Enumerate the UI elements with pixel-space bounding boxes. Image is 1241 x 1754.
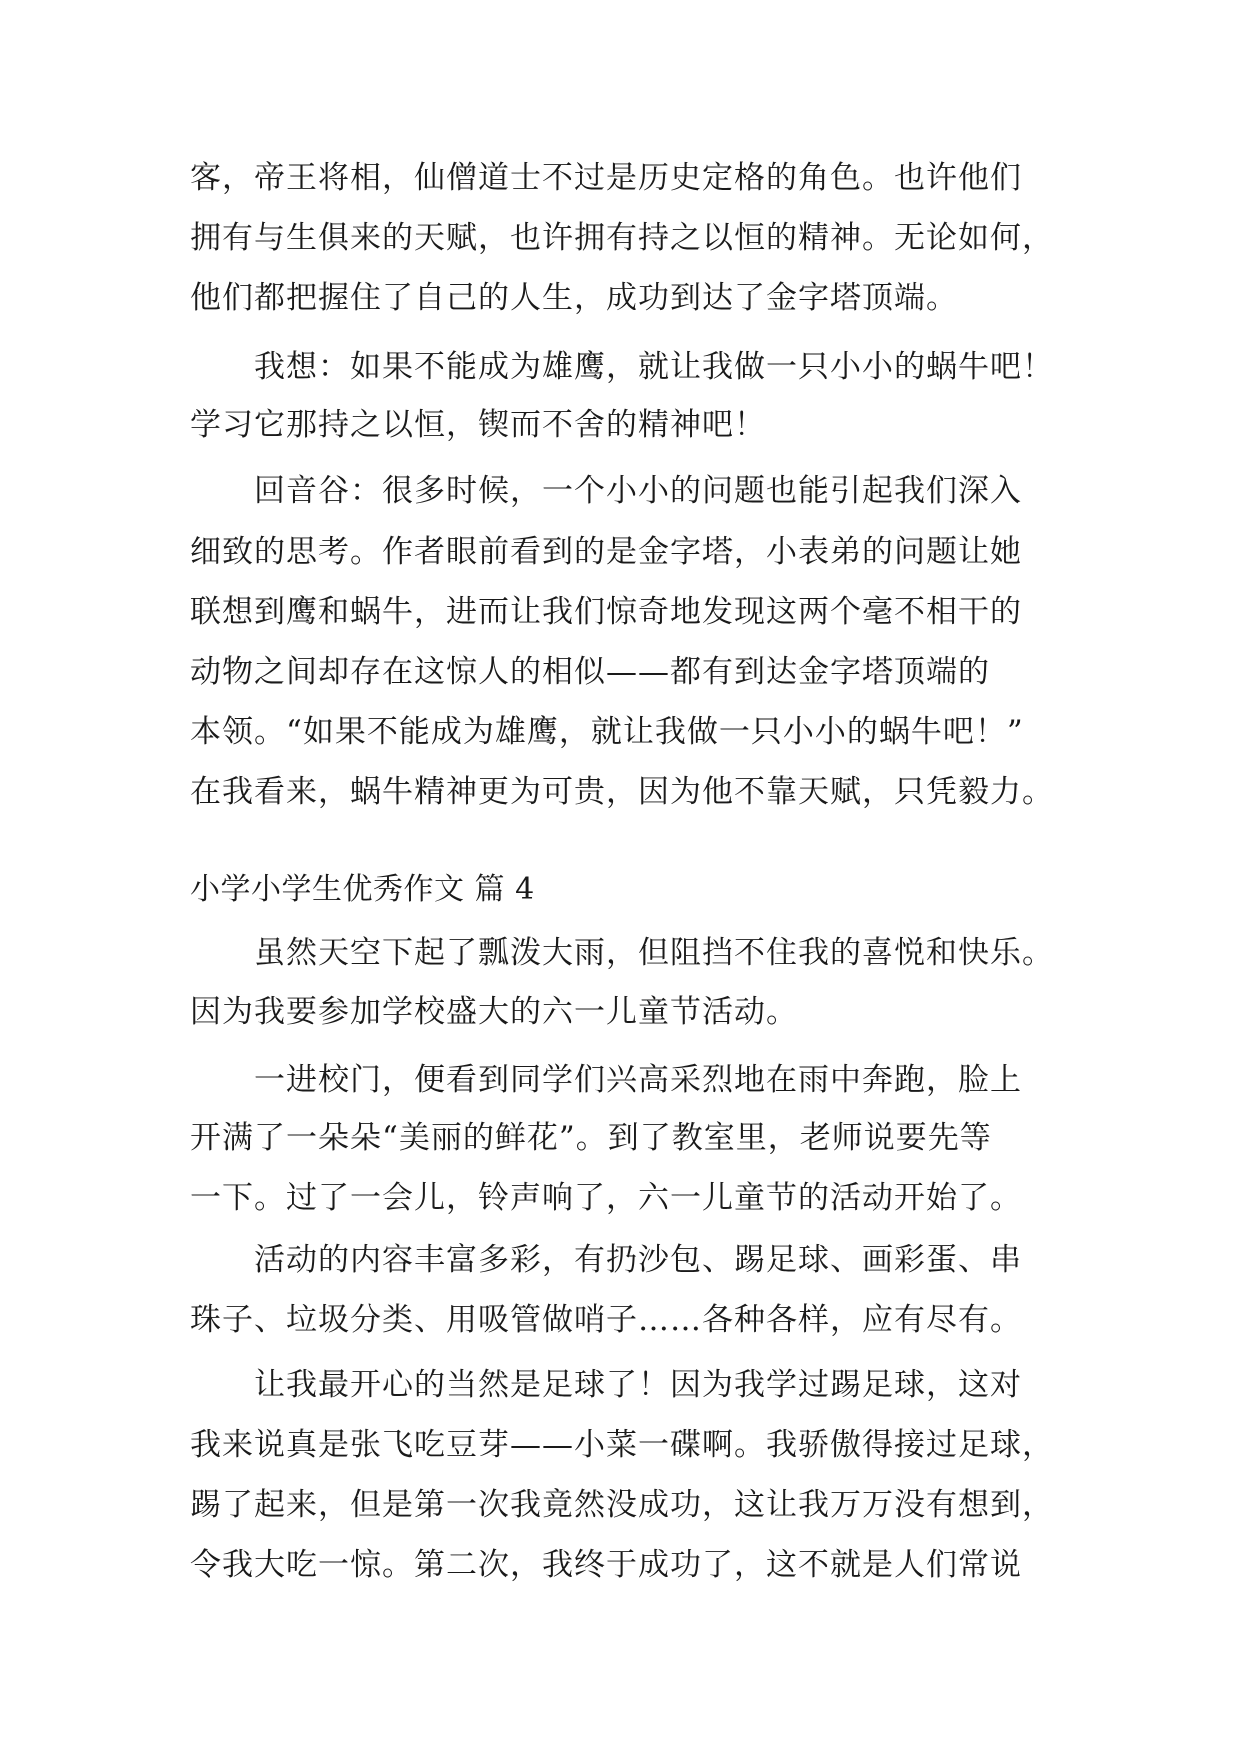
paragraph-line: 他们都把握住了自己的人生，成功到达了金字塔顶端。 xyxy=(190,280,958,316)
paragraph-line: 回音谷：很多时候，一个小小的问题也能引起我们深入 xyxy=(254,473,1022,509)
paragraph-line: 拥有与生俱来的天赋，也许拥有持之以恒的精神。无论如何， xyxy=(190,220,1054,256)
paragraph-line: 我来说真是张飞吃豆芽——小菜一碟啊。我骄傲得接过足球， xyxy=(190,1427,1054,1463)
paragraph-line: 联想到鹰和蜗牛，进而让我们惊奇地发现这两个毫不相干的 xyxy=(190,594,1022,630)
paragraph-line: 动物之间却存在这惊人的相似——都有到达金字塔顶端的 xyxy=(190,654,990,690)
paragraph-line: 在我看来，蜗牛精神更为可贵，因为他不靠天赋，只凭毅力。 xyxy=(190,774,1054,810)
paragraph-line: 我想：如果不能成为雄鹰，就让我做一只小小的蜗牛吧！ xyxy=(254,349,1054,385)
paragraph-line: 令我大吃一惊。第二次，我终于成功了，这不就是人们常说 xyxy=(190,1547,1022,1583)
paragraph-line: 让我最开心的当然是足球了！因为我学过踢足球，这对 xyxy=(254,1367,1022,1403)
section-heading: 小学小学生优秀作文 篇 4 xyxy=(190,872,535,907)
paragraph-line: 本领。“如果不能成为雄鹰，就让我做一只小小的蜗牛吧！” xyxy=(190,714,1024,750)
paragraph-line: 细致的思考。作者眼前看到的是金字塔，小表弟的问题让她 xyxy=(190,534,1022,570)
paragraph-line: 虽然天空下起了瓢泼大雨，但阻挡不住我的喜悦和快乐。 xyxy=(254,935,1054,971)
paragraph-line: 活动的内容丰富多彩，有扔沙包、踢足球、画彩蛋、串 xyxy=(254,1242,1022,1278)
paragraph-line: 因为我要参加学校盛大的六一儿童节活动。 xyxy=(190,994,798,1030)
paragraph-line: 客，帝王将相，仙僧道士不过是历史定格的角色。也许他们 xyxy=(190,160,1022,196)
paragraph-line: 踢了起来，但是第一次我竟然没成功，这让我万万没有想到， xyxy=(190,1487,1054,1523)
paragraph-line: 学习它那持之以恒，锲而不舍的精神吧！ xyxy=(190,407,766,443)
paragraph-line: 一下。过了一会儿，铃声响了，六一儿童节的活动开始了。 xyxy=(190,1180,1022,1216)
paragraph-line: 一进校门，便看到同学们兴高采烈地在雨中奔跑，脸上 xyxy=(254,1062,1022,1098)
paragraph-line: 开满了一朵朵“美丽的鲜花”。到了教室里，老师说要先等 xyxy=(190,1120,992,1156)
paragraph-line: 珠子、垃圾分类、用吸管做哨子……各种各样，应有尽有。 xyxy=(190,1302,1022,1338)
